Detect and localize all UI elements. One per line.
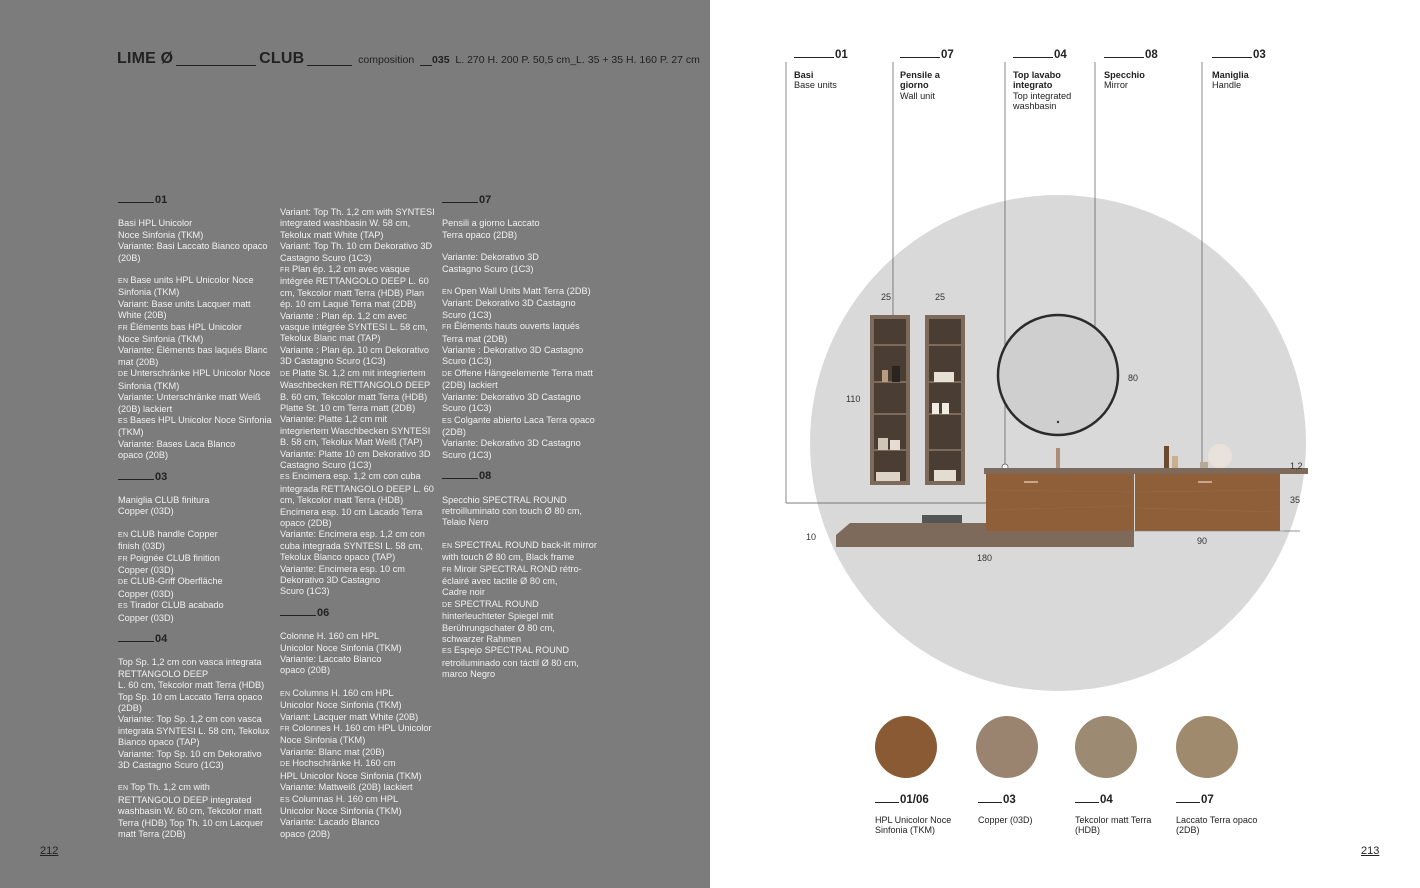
dim-column-width-right: 25 [935, 292, 946, 302]
dim-top-thickness: 1,2 [1290, 461, 1303, 471]
vanity-top [984, 468, 1308, 474]
vanity-drawer-left [986, 474, 1134, 531]
swatch-label-03: 03 Copper (03D) [978, 794, 1033, 825]
label-base-units: 01 Basi Base units [794, 49, 848, 90]
label-mirror: 08 Specchio Mirror [1104, 49, 1158, 90]
section-06: 06 [280, 608, 435, 619]
round-mirror [998, 315, 1118, 435]
dim-width-90: 90 [1197, 536, 1208, 546]
composition-dims: L. 270 H. 200 P. 50,5 cm_L. 35 + 35 H. 160 P. 27 cm [455, 54, 700, 66]
composition-header [117, 50, 700, 68]
open-column-right [925, 315, 965, 485]
composition-code: 035 [432, 54, 450, 66]
swatch-walnut [875, 716, 937, 778]
dim-column-width-left: 25 [881, 292, 892, 302]
open-column-left [870, 315, 910, 485]
swatch-label-04: 04 Tekcolor matt Terra (HDB) [1075, 794, 1152, 835]
text-column-3: 07 Pensili a giorno Laccato Terra opaco (2DB) Variante: Dekorativo 3D Castagno Scuro (1C3) EN Open Wall Units Matt Terra (2DB) Variant: Dekorativo 3D Castagno Scuro (1C3) FR Éléments hauts ouverts laqués Terra mat (2DB) Variante : Dekorativo 3D Castagno Scuro (1C3) DE Offene Hängeelemente Terra matt (2DB) lackiert Variante: Dekorativo 3D Castagno Scuro (1C3) ES Colgante abierto Laca Terra opaco (2DB) Variante: Dekorativo 3D Castagno Scuro (1C3) 08 Specchio SPECTRAL ROUND retroilluminato con touch Ø 80 cm, Telaio Nero EN SPECTRAL ROUND back-lit mirror with touch Ø 80 cm, Black frame FR Miroir SPECTRAL ROND rétro- éclairé avec tactile Ø 80 cm, Cadre noir DE SPECTRAL ROUND hinterleuchteter Spiegel mit Berührungschater Ø 80 cm, schwarzer Rahmen ES Espejo SPECTRAL ROUND retroiluminado con táctil Ø 80 cm, marco Negro [442, 195, 602, 681]
product-diagram [710, 0, 1420, 888]
brand-lime: LIME Ø [117, 50, 174, 67]
composition-label: composition [358, 54, 415, 66]
label-wall-unit: 07 Pensile a giorno Wall unit [900, 49, 954, 101]
section-03: 03 [118, 472, 273, 483]
dim-bench-height: 10 [806, 532, 817, 542]
label-top-washbasin: 04 Top lavabo integrato Top integrated washbasin [1013, 49, 1072, 111]
text-column-2: Variant: Top Th. 1,2 cm with SYNTESI integrated washbasin W. 58 cm, Tekolux matt White (TAP) Variant: Top Th. 10 cm Dekorativo 3D Castagno Scuro (1C3) FR Plan ép. 1,2 cm avec vasque intégrée RETTANGOLO DEEP L. 60 cm, Tekcolor matt Terra (HDB) Plan ép. 10 cm Laqué Terra mat (2DB) Variante : Plan ép. 1,2 cm avec vasque intégrée SYNTESI L. 58 cm, Tekolux Blanc mat (TAP) Variante : Plan ép. 10 cm Dekorativo 3D Castagno Scuro (1C3) DE Platte St. 1,2 cm mit integriertem Waschbecken RETTANGOLO DEEP B. 60 cm, Tekcolor matt Terra (HDB) Platte St. 10 cm Terra matt (2DB) Variante: Platte 1,2 cm mit integriertem Waschbecken SYNTESI B. 58 cm, Tekolux Matt Weiß (TAP) Variante: Platte 10 cm Dekorativo 3D Castagno Scuro (1C3) ES Encimera esp. 1,2 cm con cuba integrada RETTANGOLO DEEP L. 60 cm, Tekcolor matt Terra (HDB) Encimera esp. 10 cm Lacado Terra opaco (2DB) Variante: Encimera esp. 1,2 cm con cuba integrada SYNTESI L. 58 cm, Tekolux Blanco opaco (TAP) Variante: Encimera esp. 10 cm Dekorativo 3D Castagno Scuro (1C3) 06 Colonne H. 160 cm HPL Unicolor Noce Sinfonia (TKM) Variante: Laccato Bianco opaco (20B) EN Columns H. 160 cm HPL Unicolor Noce Sinfonia (TKM) Variant: Lacquer matt White (20B) FR Colonnes H. 160 cm HPL Unicolor Noce Sinfonia (TKM) Variante: Blanc mat (20B) DE Hochschränke H. 160 cm HPL Unicolor Noce Sinfonia (TKM) Variante: Mattweiß (20B) lackiert ES Columnas H. 160 cm HPL Unicolor Noce Sinfonia (TKM) Variante: Lacado Blanco opaco (20B) [280, 207, 435, 839]
dim-mirror: 80 [1128, 373, 1139, 383]
dim-column-height: 110 [846, 394, 861, 404]
faucet [1056, 448, 1060, 468]
dim-width-180: 180 [977, 553, 993, 563]
section-04: 04 [118, 634, 273, 645]
swatch-terra-lacquer [1176, 716, 1238, 778]
text-column-1: 01 Basi HPL Unicolor Noce Sinfonia (TKM) Variante: Basi Laccato Bianco opaco (20B) EN Base units HPL Unicolor Noce Sinfonia (TKM) Variant: Base units Lacquer matt White (20B) FR Éléments bas HPL Unicolor Noce Sinfonia (TKM) Variante: Éléments bas laqués Blanc mat (20B) DE Unterschränke HPL Unicolor Noce Sinfonia (TKM) Variante: Unterschränke matt Weiß (20B) lackiert ES Bases HPL Unicolor Noce Sinfonia (TKM) Variante: Bases Laca Blanco opaco (20B) 03 Maniglia CLUB finitura Copper (03D) EN CLUB handle Copper finish (03D) FR Poignée CLUB finition Copper (03D) DE CLUB-Griff Oberfläche Copper (03D) ES Tirador CLUB acabado Copper (03D) 04 Top Sp. 1,2 cm con vasca integrata RETTANGOLO DEEP L. 60 cm, Tekcolor matt Terra (HDB) Top Sp. 10 cm Laccato Terra opaco (2DB) Variante: Top Sp. 1,2 cm con vasca integrata SYNTESI L. 58 cm, Tekolux Bianco opaco (TAP) Variante: Top Sp. 10 cm Dekorativo 3D Castagno Scuro (1C3) EN Top Th. 1,2 cm with RETTANGOLO DEEP integrated washbasin W. 60 cm, Tekcolor matt Terra (HDB) Top Th. 10 cm Lacquer matt Terra (2DB) [118, 194, 272, 840]
section-01: 01 [118, 195, 273, 206]
swatch-terra-tekcolor [1075, 716, 1137, 778]
right-page [710, 0, 1420, 888]
section-07: 07 [442, 195, 602, 206]
section-08: 08 [442, 471, 602, 482]
label-handle: 03 Maniglia Handle [1212, 49, 1266, 90]
brand-club: CLUB [259, 50, 305, 67]
page-number-left: 212 [40, 845, 59, 857]
dim-base-depth: 35 [1290, 495, 1301, 505]
swatch-label-01-06: 01/06 HPL Unicolor Noce Sinfonia (TKM) [875, 794, 952, 835]
page-number-right: 213 [1361, 845, 1380, 857]
swatch-label-07: 07 Laccato Terra opaco (2DB) [1176, 794, 1258, 835]
swatch-copper [976, 716, 1038, 778]
